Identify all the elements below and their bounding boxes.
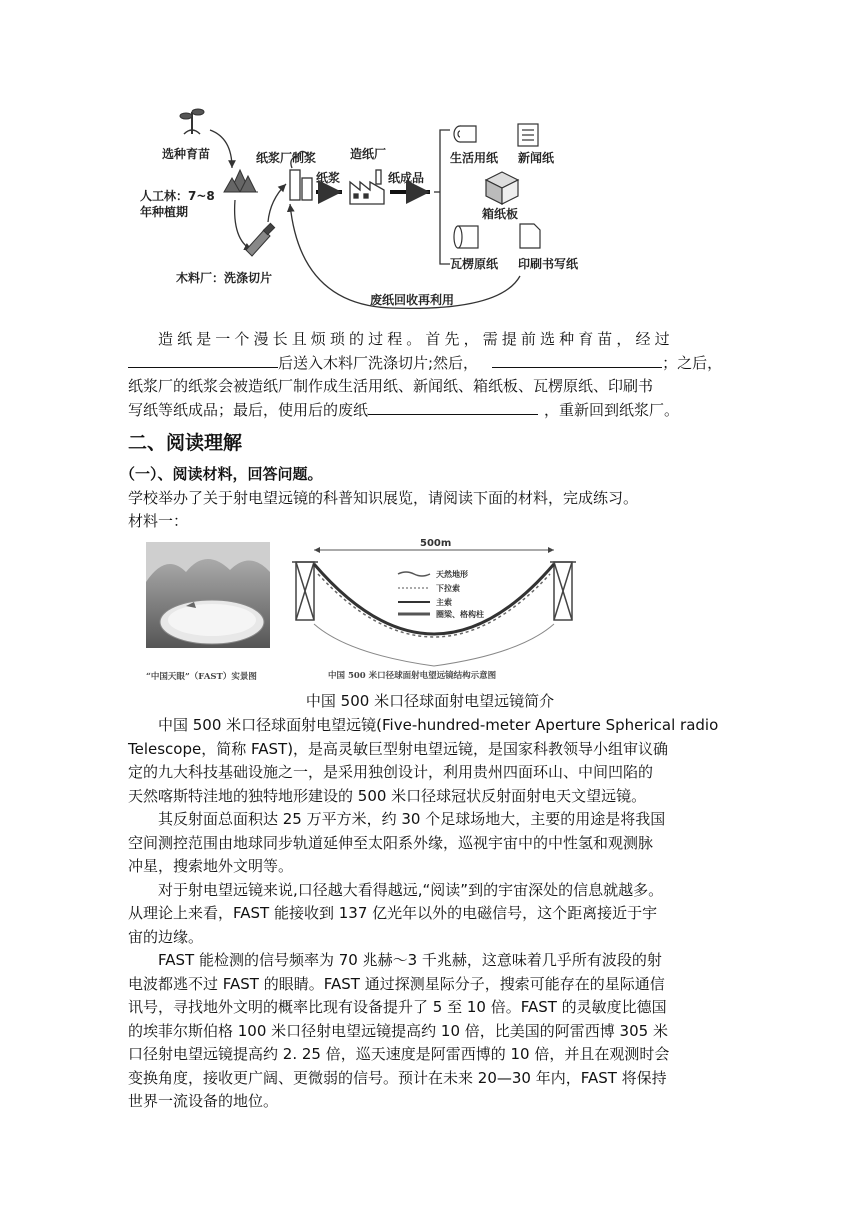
terrain xyxy=(314,624,554,666)
printing-paper-icon xyxy=(520,224,540,248)
dish-surface xyxy=(314,564,554,634)
arrow-seedling-to-forest xyxy=(210,130,232,168)
fast-photo-figure xyxy=(146,542,278,684)
article-paragraph-4: FAST 能检测的信号频率为 70 兆赫～3 千兆赫，这意味着几乎所有波段的射 电波都逃不过 FAST 的眼睛。FAST 通过探测星际分子，搜索可能存在的星际通信 讯号，寻找地外文明的概率比现有设备提升了 5 至 10 倍。FAST 的灵敏度比德国 的埃菲尔斯伯格 100 米口径射电望远镜提高约 10 倍，比美国的阿雷西博 305 米 口径射电望远镜提高约 2. 25 倍，巡天速度是阿雷西博的 10 倍，并且在观测时会 变换角度，接收更广阔、更微弱的信号。预计在未来 20—30 年内，FAST 将保持 世界一流设备的地位。 xyxy=(128,951,670,1110)
photo-caption: “中国天眼”（FAST）实景图 xyxy=(146,672,257,682)
legend-main-cable: 主索 xyxy=(436,598,452,607)
answer-blank-1[interactable] xyxy=(128,353,278,368)
forest-label-line1: 人工林：7~8 xyxy=(140,189,215,203)
carton-box-icon xyxy=(486,172,518,204)
pulp-factory-label: 纸浆厂制浆 xyxy=(256,151,317,165)
article-paragraph-1: 中国 500 米口径球面射电望远镜(Five-hundred-meter Aperture Spherical radio Telescope，简称 FAST)，是高灵敏巨型射电望远镜，是国家科教领导小组审议确 定的九大科技基础设施之一，是采用独创设计，利用贵州四面环山、中间凹陷的 天然喀斯特洼地的独特地形建设的 500 米口径球冠状反射面射电天文望远镜。 xyxy=(128,716,719,805)
answer-blank-2[interactable] xyxy=(492,353,662,368)
section-title: 二、阅读理解 xyxy=(128,432,243,454)
fast-structure-diagram xyxy=(288,534,598,684)
legend-terrain: 天然地形 xyxy=(436,570,468,579)
subsection-title: （一）、阅读材料，回答问题。 xyxy=(120,465,323,483)
arrow-forest-to-lumber xyxy=(235,200,252,250)
recycle-label: 废纸回收再利用 xyxy=(370,293,455,307)
fill-line-4: 写纸等纸成品；最后，使用后的废纸 ，重新回到纸浆厂。 xyxy=(128,400,680,419)
saw-icon xyxy=(246,223,275,256)
span-label: 500m xyxy=(420,538,452,549)
legend-ring-beam: 圈梁、格构柱 xyxy=(436,610,484,619)
article-title: 中国 500 米口径球面射电望远镜简介 xyxy=(305,692,555,710)
fill-in-paragraph xyxy=(128,328,728,422)
seedling-label: 选种育苗 xyxy=(162,147,211,161)
carton-label: 箱纸板 xyxy=(482,207,519,221)
structure-legend xyxy=(398,569,484,619)
left-tower xyxy=(292,562,318,620)
paper-mill-label: 造纸厂 xyxy=(350,147,387,161)
dish-cables xyxy=(318,574,550,637)
products-bracket xyxy=(440,130,450,264)
fill-line-3: 纸浆厂的纸浆会被造纸厂制作成生活用纸、新闻纸、箱纸板、瓦楞原纸、印刷书 xyxy=(128,377,654,395)
corrugated-roll-icon xyxy=(454,226,478,248)
forest-label-line2: 年种植期 xyxy=(140,205,189,219)
newspaper-icon xyxy=(518,124,538,146)
fast-photo xyxy=(146,542,270,648)
newsprint-label: 新闻纸 xyxy=(518,151,555,165)
paper-mill-icon xyxy=(350,170,384,204)
toilet-roll-icon xyxy=(454,126,476,142)
article-paragraph-3: 对于射电望远镜来说,口径越大看得越远,“阅读”到的宇宙深处的信息就越多。 从理论上来看，FAST 能接收到 137 亿光年以外的电磁信号，这个距离接近于宇 宙的边缘。 xyxy=(128,880,664,946)
fill-line-2: 后送入木料厂洗涤切片;然后， ；之后， xyxy=(128,352,728,376)
answer-blank-3[interactable] xyxy=(368,400,538,415)
material-label: 材料一： xyxy=(128,512,189,530)
papermaking-flow-diagram xyxy=(140,100,620,315)
household-label: 生活用纸 xyxy=(450,151,499,165)
corrugated-label: 瓦楞原纸 xyxy=(450,257,499,271)
right-tower xyxy=(550,562,576,620)
intro-line: 学校举办了关于射电望远镜的科普知识展览，请阅读下面的材料，完成练习。 xyxy=(128,489,639,507)
printing-label: 印刷书写纸 xyxy=(518,257,579,271)
structure-caption: 中国 500 米口径球面射电望远镜结构示意图 xyxy=(328,671,497,681)
forest-icon xyxy=(224,170,258,192)
arrow-lumber-to-pulp xyxy=(268,184,286,222)
finished-label: 纸成品 xyxy=(388,171,425,185)
fill-line-1: 造纸是一个漫长且烦琐的过程。首先，需提前选种育苗，经过 xyxy=(158,330,674,348)
lumber-label: 木料厂：洗涤切片 xyxy=(176,271,273,285)
article-body xyxy=(128,714,728,1114)
article-paragraph-2: 其反射面总面积达 25 万平方米，约 30 个足球场地大，主要的用途是将我国 空间测控范围由地球同步轨道延伸至太阳系外缘，巡视宇宙中的中性氢和观测脉 冲星，搜索地外文明等。 xyxy=(128,810,666,875)
seedling-icon xyxy=(180,109,204,134)
legend-downcable: 下拉索 xyxy=(436,584,460,593)
pulp-label: 纸浆 xyxy=(316,171,341,185)
